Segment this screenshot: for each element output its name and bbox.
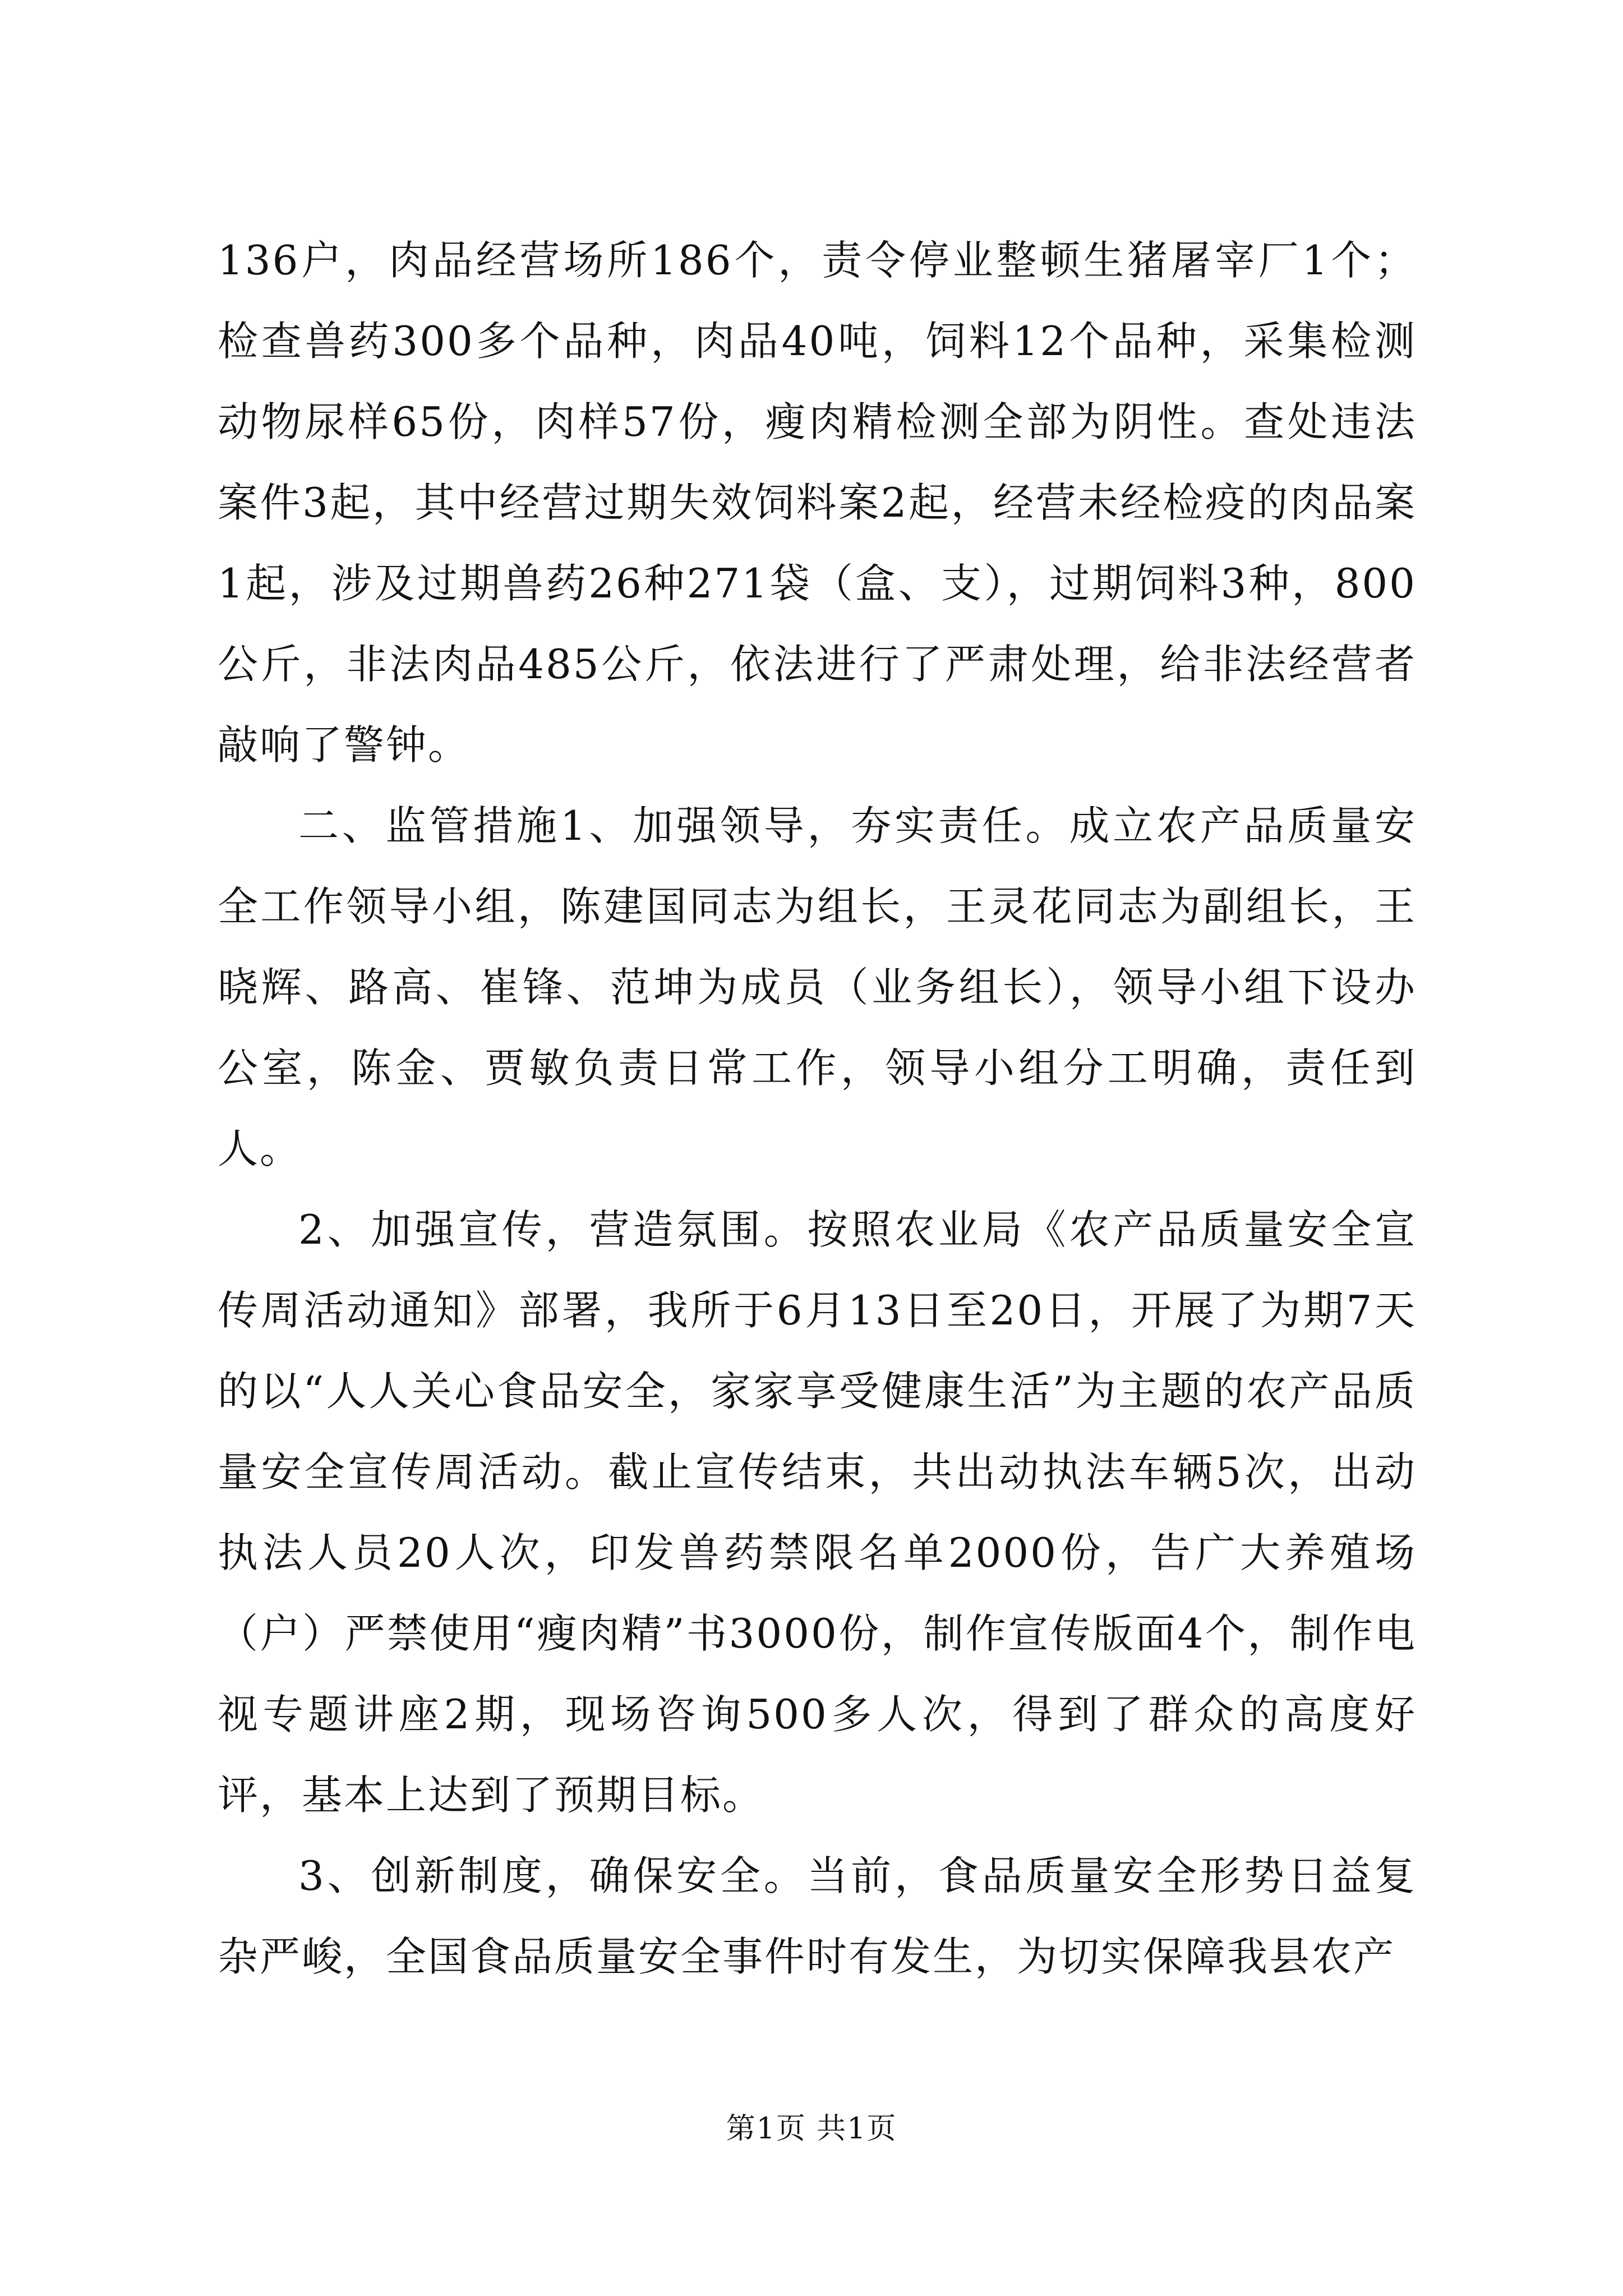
paragraph-publicity: 2、加强宣传，营造氛围。按照农业局《农产品质量安全宣传周活动通知》部署，我所于6月13日至20日，开展了为期7天的以“人人关心食品安全，家家享受健康生活”为主题的农产品质量安全宣传周活动。截止宣传结束，共出动执法车辆5次，出动执法人员20人次，印发兽药禁限名单2000份，告广大养殖场（户）严禁使用“瘦肉精”书3000份，制作宣传版面4个，制作电视专题讲座2期，现场咨询500多人次，得到了群众的高度好评，基本上达到了预期目标。 (218, 1206, 1417, 1819)
paragraph-continuation: 136户，肉品经营场所186个，责令停业整顿生猪屠宰厂1个；检查兽药300多个品种，肉品40吨，饲料12个品种，采集检测动物尿样65份，肉样57份，瘦肉精检测全部为阴性。查处违法案件3起，其中经营过期失效饲料案2起，经营未经检疫的肉品案1起，涉及过期兽药26种271袋（盒、支），过期饲料3种，800公斤，非法肉品485公斤，依法进行了严肃处理，给非法经营者敲响了警钟。 (218, 237, 1417, 769)
paragraph-innovation: 3、创新制度，确保安全。当前，食品质量安全形势日益复杂严峻，全国食品质量安全事件时有发生，为切实保障我县农产 (218, 1852, 1417, 1980)
paragraph-supervision-measures: 二、监管措施1、加强领导，夯实责任。成立农产品质量安全工作领导小组，陈建国同志为组长，王灵花同志为副组长，王晓辉、路高、崔锋、范坤为成员（业务组长），领导小组下设办公室，陈金、贾敏负责日常工作，领导小组分工明确，责任到人。 (218, 802, 1417, 1172)
page-footer: 第1页 共1页 (726, 2112, 897, 2146)
document-body (218, 220, 1417, 1997)
